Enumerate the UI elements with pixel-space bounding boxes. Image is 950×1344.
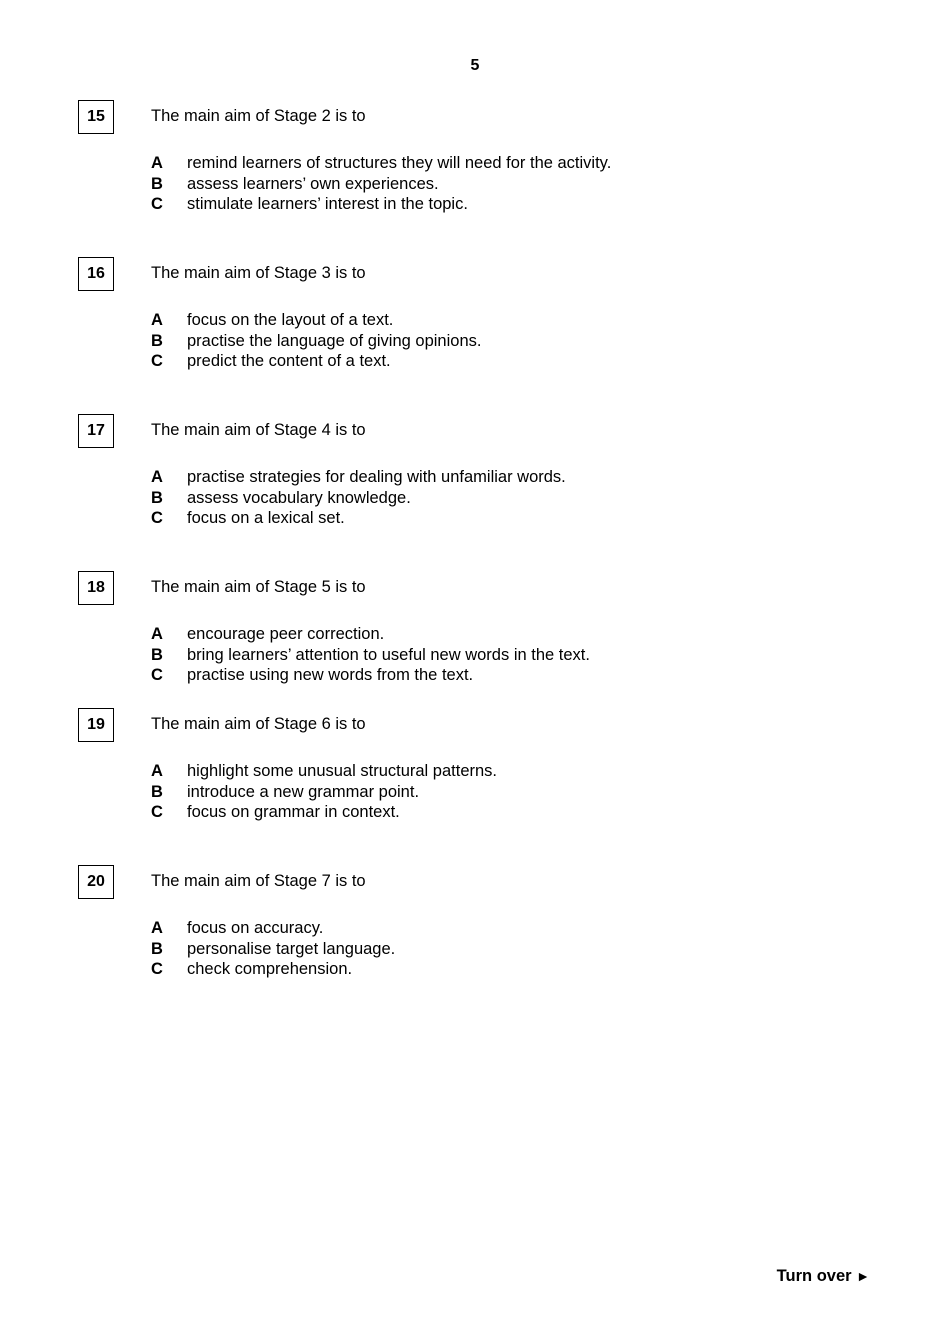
option-letter: B (151, 939, 163, 958)
option-text: practise strategies for dealing with unfamiliar words. (187, 468, 566, 486)
option-text: highlight some unusual structural patterns. (187, 762, 498, 780)
question-stem: The main aim of Stage 3 is to (151, 264, 366, 282)
question-number-box: 16 (78, 257, 114, 291)
option-a (151, 762, 497, 783)
option-text: practise the language of giving opinions. (187, 331, 482, 350)
option-text: remind learners of structures they will need for the activity. (187, 154, 612, 172)
option-text: bring learners’ attention to useful new words in the text. (187, 645, 590, 664)
option-text: predict the content of a text. (187, 352, 391, 371)
option-b (151, 783, 497, 804)
option-list (151, 311, 481, 373)
option-list (151, 762, 497, 824)
option-letter: B (151, 331, 163, 350)
option-letter: A (151, 919, 163, 937)
right-arrow-icon: ► (856, 1268, 870, 1284)
option-text: focus on accuracy. (187, 919, 324, 937)
option-list (151, 154, 611, 216)
option-text: focus on a lexical set. (187, 509, 345, 528)
option-letter: A (151, 625, 163, 643)
question-stem: The main aim of Stage 2 is to (151, 107, 366, 125)
option-text: check comprehension. (187, 960, 353, 979)
option-text: focus on grammar in context. (187, 803, 400, 822)
option-letter: A (151, 468, 163, 486)
option-text: personalise target language. (187, 939, 396, 958)
option-letter: A (151, 154, 163, 172)
option-text: practise using new words from the text. (187, 666, 474, 685)
question-number-box: 20 (78, 865, 114, 899)
option-letter: B (151, 645, 163, 664)
option-letter: B (151, 174, 163, 193)
option-list (151, 468, 566, 530)
question-stem: The main aim of Stage 7 is to (151, 872, 366, 890)
option-letter: A (151, 762, 163, 780)
option-letter: C (151, 666, 163, 685)
option-c (151, 352, 481, 373)
option-a (151, 919, 395, 940)
question-number-box: 18 (78, 571, 114, 605)
option-a (151, 468, 566, 489)
option-letter: A (151, 311, 163, 329)
option-a (151, 311, 481, 332)
option-a (151, 154, 611, 175)
option-list (151, 919, 395, 981)
question-stem: The main aim of Stage 5 is to (151, 578, 366, 596)
turn-over-label: Turn over (776, 1267, 852, 1285)
option-b (151, 489, 566, 510)
question-number-box: 15 (78, 100, 114, 134)
option-c (151, 509, 566, 530)
option-text: introduce a new grammar point. (187, 782, 420, 801)
option-c (151, 195, 611, 216)
option-letter: C (151, 960, 163, 979)
option-letter: B (151, 782, 163, 801)
option-b (151, 940, 395, 961)
option-list (151, 625, 590, 687)
option-letter: B (151, 488, 163, 507)
option-c (151, 960, 395, 981)
option-text: focus on the layout of a text. (187, 311, 394, 329)
option-c (151, 666, 590, 687)
question-number-box: 19 (78, 708, 114, 742)
option-text: assess vocabulary knowledge. (187, 488, 411, 507)
option-letter: C (151, 352, 163, 371)
option-text: assess learners’ own experiences. (187, 174, 439, 193)
question-number-box: 17 (78, 414, 114, 448)
option-text: stimulate learners’ interest in the topic. (187, 195, 468, 214)
option-text: encourage peer correction. (187, 625, 385, 643)
option-letter: C (151, 195, 163, 214)
option-letter: C (151, 803, 163, 822)
option-b (151, 332, 481, 353)
question-stem: The main aim of Stage 4 is to (151, 421, 366, 439)
option-c (151, 803, 497, 824)
option-b (151, 646, 590, 667)
option-a (151, 625, 590, 646)
turn-over-indicator (777, 1267, 870, 1286)
option-letter: C (151, 509, 163, 528)
option-b (151, 175, 611, 196)
question-stem: The main aim of Stage 6 is to (151, 715, 366, 733)
page-number: 5 (470, 57, 480, 74)
